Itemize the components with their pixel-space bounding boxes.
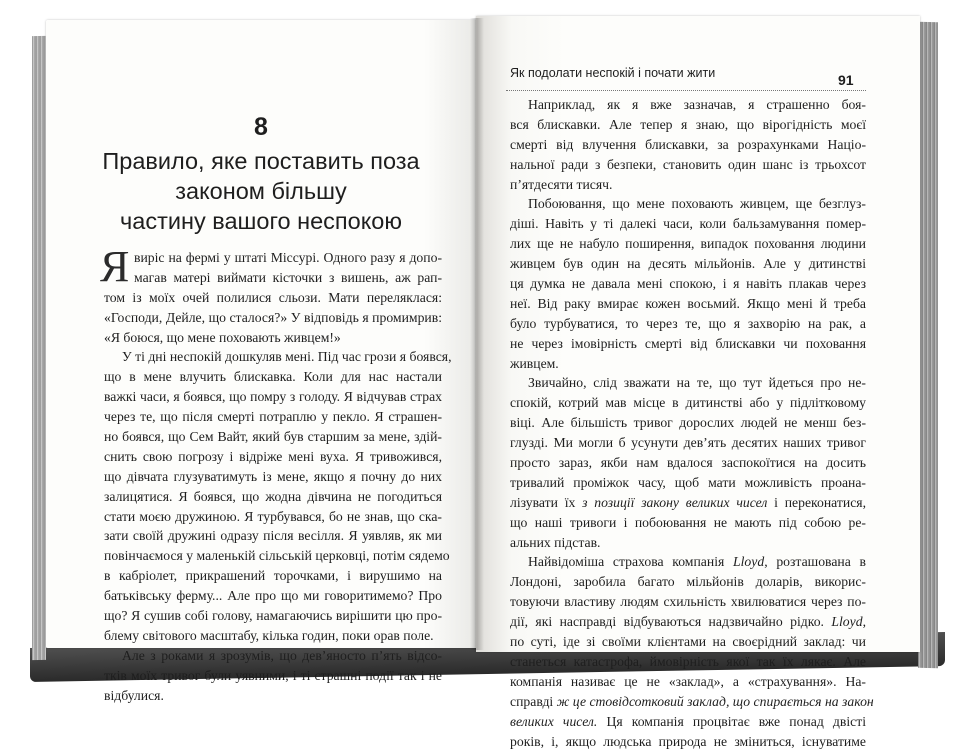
- text-line: не через імовірність смерті від блискавки чи поховання: [510, 334, 866, 354]
- text-line: смерті від влучення блискавки, за розрахунками Націо-: [510, 135, 866, 155]
- text-line: що в мене влучить блискавка. Коли для нас настали: [104, 367, 442, 387]
- text-line: станеться катастрофа, ймовірність якої так їх лякає. Але: [510, 652, 866, 672]
- text-line: через те, що після смерті потраплю у пекло. Я страшен-: [104, 407, 442, 427]
- text-line: спокій, котрий мав місце в дитинстві або у підлітковому: [510, 393, 866, 413]
- left-page-body: [104, 248, 442, 705]
- text-line: було турбуватися, то через те, що я захворію на рак, а: [510, 314, 866, 334]
- text-line: магав матері виймати кісточки з вишень, аж рап-: [104, 268, 442, 288]
- text-line: залицятися. Я боявся, що жодна дівчина не погодиться: [104, 487, 442, 507]
- text-line: но боявся, що Сем Вайт, який був старшим за мене, здій-: [104, 427, 442, 447]
- text-line: віці. Але більшість тривог дорослих людей не менш без-: [510, 413, 866, 433]
- text-line: Звичайно, слід зважати на те, що тут йдеться про не-: [510, 373, 866, 393]
- text-line: вся блискавки. Але тепер я знаю, що вірогідність моєї: [510, 115, 866, 135]
- text-line: Побоювання, що мене поховають живцем, ще безглуз-: [510, 194, 866, 214]
- drop-cap: Я: [100, 245, 129, 289]
- right-page-body: [510, 95, 866, 751]
- text-line: що? Я сушив собі голову, намагаючись вирішити цю про-: [104, 606, 442, 626]
- text-line: діші. Навіть у ті далекі часи, коли бальзамування помер-: [510, 214, 866, 234]
- text-line: «Я боюся, що мене поховають живцем!»: [104, 328, 442, 348]
- chapter-title: [46, 146, 476, 236]
- text-line: неї. Від раку вмирає кожен восьмий. Якщо мені й треба: [510, 294, 866, 314]
- text-line: нальної ради з безпеки, становить один шанс із трьохсот: [510, 155, 866, 175]
- page-number: 91: [838, 72, 854, 88]
- text-line: ця думка не давала мені спокою, і я навіть плакав через: [510, 274, 866, 294]
- chapter-title-line: частину вашого неспокою: [46, 206, 476, 236]
- text-line: лих ще не набуло поширення, випадок поховання людини: [510, 234, 866, 254]
- text-line: тків моїх тривог були уявними, і ті страшні події так і не: [104, 666, 442, 686]
- text-line: глузді. Ми могли б усунути дев’ять десятих наших тривог: [510, 433, 866, 453]
- text-line: що дівчата глузуватимуть із мене, якщо я почну до них: [104, 467, 442, 487]
- text-line: вирiс на фермі у штаті Міссурі. Одного разу я допо-: [104, 248, 442, 268]
- page-edges-left: [32, 36, 46, 660]
- text-line: дії, які насправді відбуваються надзвичайно рідко. Lloyd,: [510, 612, 866, 632]
- text-line: відбулися.: [104, 686, 442, 706]
- text-line: п’ятдесяти тисяч.: [510, 175, 866, 195]
- text-line: У ті дні неспокій дошкуляв мені. Під час грози я боявся,: [104, 347, 442, 367]
- text-line: в кабріолет, прикрашений торочками, і вирушимо на: [104, 566, 442, 586]
- text-line: Найвідоміша страхова компанія Lloyd, розташована в: [510, 552, 866, 572]
- text-line: стати моєю дружиною. Я турбувався, бо не знав, що ска-: [104, 507, 442, 527]
- text-line: альних підстав.: [510, 533, 866, 553]
- text-line: що наші тривоги і побоювання не мають під собою ре-: [510, 513, 866, 533]
- text-line: зати своїй дружині одразу після весілля. Я уявляв, як ми: [104, 526, 442, 546]
- running-head: Як подолати неспокій і почати жити: [510, 66, 715, 80]
- text-line: «Господи, Дейле, що сталося?» У відповідь я промимрив:: [104, 308, 442, 328]
- text-line: товуючи властиву людям схильність хвилюватися через по-: [510, 592, 866, 612]
- text-line: снить свою погрозу і відріже мені вуха. Я тривожився,: [104, 447, 442, 467]
- text-line: років, і, якщо людська природа не зміниться, існуватиме: [510, 732, 866, 751]
- text-line: живцем був один на десять мільйонів. Але у дитинстві: [510, 254, 866, 274]
- chapter-number: 8: [46, 113, 476, 142]
- text-line: по суті, іде зі своїми клієнтами на своєрідний заклад: чи: [510, 632, 866, 652]
- text-line: Лондоні, заробила багато мільйонів доларів, викорис-: [510, 572, 866, 592]
- text-line: живцем.: [510, 354, 866, 374]
- chapter-title-line: законом більшу: [46, 176, 476, 206]
- text-line: компанія називає це не «заклад», а «страхування». На-: [510, 672, 866, 692]
- text-line: батьківську ферму... Але про що ми говоритимемо? Про: [104, 586, 442, 606]
- text-line: Наприклад, як я вже зазначав, я страшенно боя-: [510, 95, 866, 115]
- text-line: Але з роками я зрозумів, що дев’яносто п’ять відсо-: [104, 646, 442, 666]
- text-line: том із моїх очей полилися сльози. Мати переляклася:: [104, 288, 442, 308]
- text-line: великих чисел. Ця компанія процвітає вже понад двісті: [510, 712, 866, 732]
- text-line: важкі часи, я боявся, що помру з голоду. Я відчував страх: [104, 387, 442, 407]
- text-line: просто зараз, якби нам вдалося заспокоїтися на досить: [510, 453, 866, 473]
- chapter-title-line: Правило, яке поставить поза: [46, 146, 476, 176]
- text-line: тривалий проміжок часу, щоб мати можливість проана-: [510, 473, 866, 493]
- text-line: повінчаємося у маленькій сільській церковці, потім сядемо: [104, 546, 442, 566]
- text-line: блему світового масштабу, кілька годин, поки орав поле.: [104, 626, 442, 646]
- header-rule: [506, 90, 866, 91]
- text-line: справді ж це стовідсотковий заклад, що спирається на закон: [510, 692, 866, 712]
- page-edges-right: [918, 22, 938, 669]
- text-line: лізувати їх з позиції закону великих чисел і переконатися,: [510, 493, 866, 513]
